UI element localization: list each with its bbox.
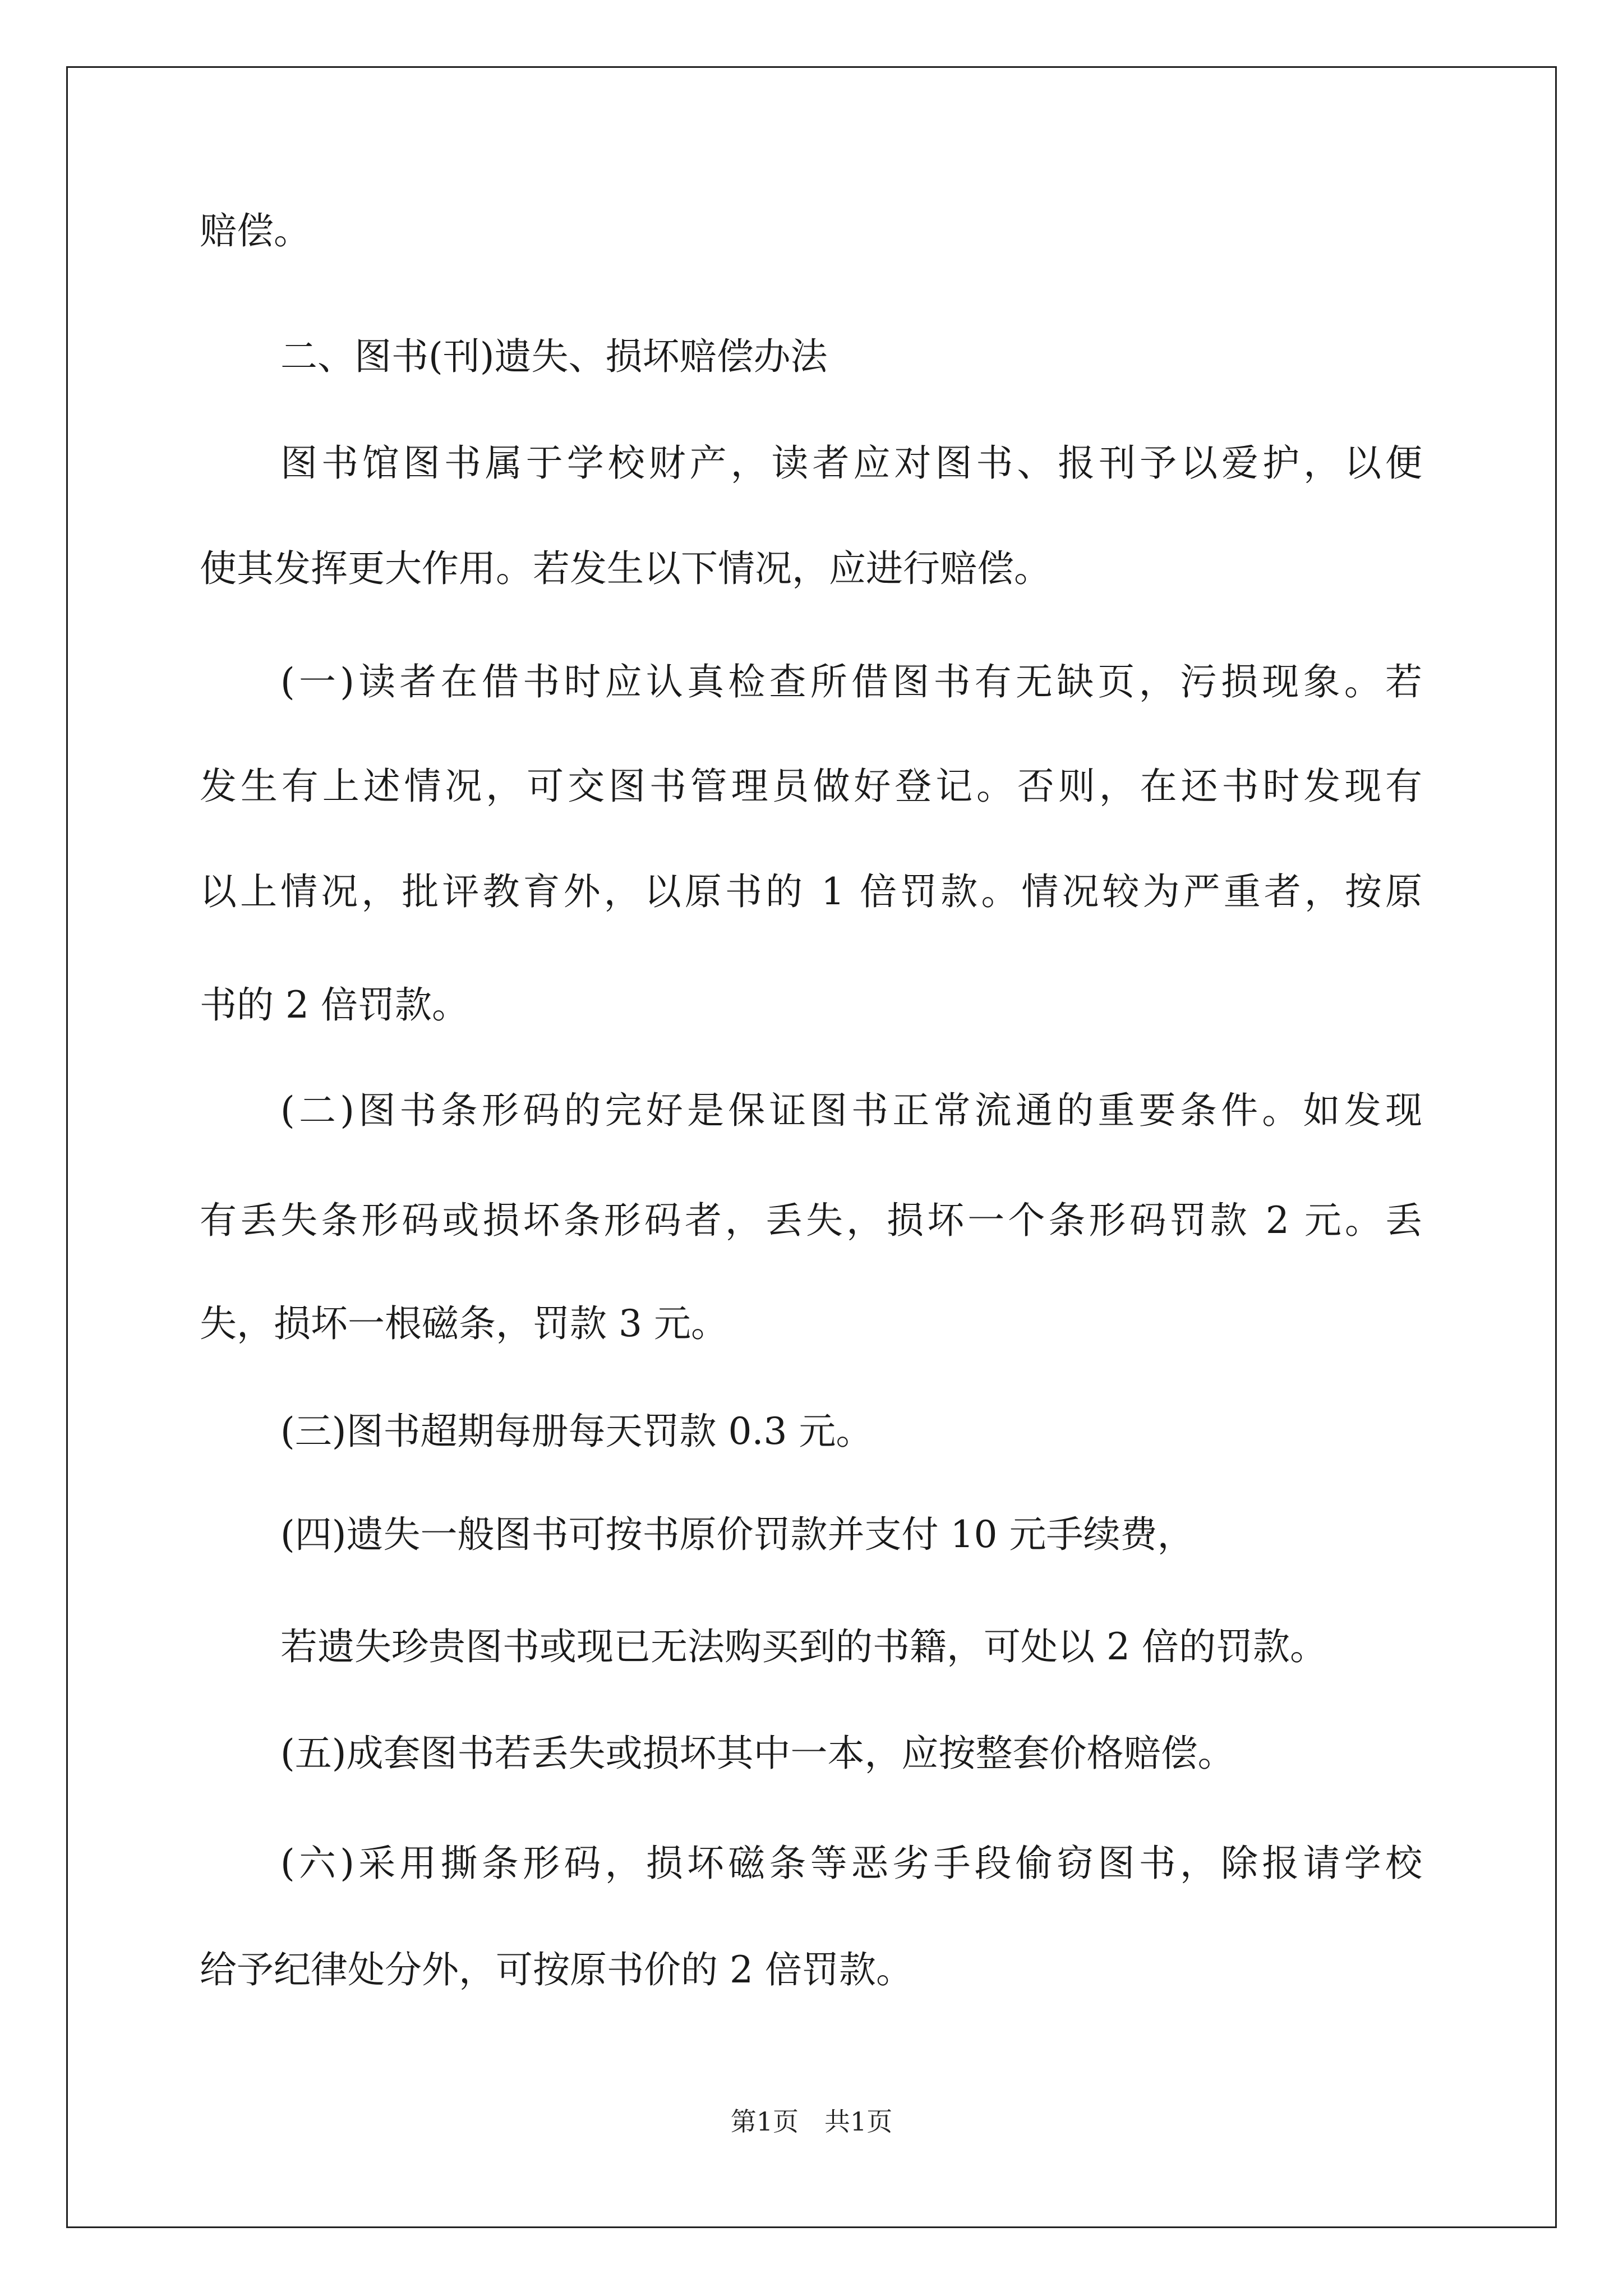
text-line-6: 发生有上述情况，可交图书管理员做好登记。否则，在还书时发现有 <box>200 765 1422 808</box>
text-line-1: 赔偿。 <box>200 209 311 252</box>
text-line-15: (五)成套图书若丢失或损坏其中一本，应按整套价格赔偿。 <box>280 1732 1235 1775</box>
text-line-4: 使其发挥更大作用。若发生以下情况，应进行赔偿。 <box>200 547 1051 590</box>
page-footer: 第1页 共1页 <box>730 2106 893 2137</box>
text-line-14: 若遗失珍贵图书或现已无法购买到的书籍，可处以 2 倍的罚款。 <box>280 1625 1327 1668</box>
text-line-17: 给予纪律处分外，可按原书价的 2 倍罚款。 <box>200 1948 913 1991</box>
text-line-3: 图书馆图书属于学校财产，读者应对图书、报刊予以爱护，以便 <box>280 441 1422 485</box>
text-line-7: 以上情况，批评教育外，以原书的 1 倍罚款。情况较为严重者，按原 <box>200 870 1422 913</box>
text-line-11: 失，损坏一根磁条，罚款 3 元。 <box>200 1302 728 1345</box>
text-line-12: (三)图书超期每册每天罚款 0.3 元。 <box>280 1410 873 1453</box>
text-line-5: (一)读者在借书时应认真检查所借图书有无缺页，污损现象。若 <box>280 660 1422 703</box>
page-border <box>66 66 1557 2228</box>
section-heading: 二、图书(刊)遗失、损坏赔偿办法 <box>280 335 828 378</box>
text-line-9: (二)图书条形码的完好是保证图书正常流通的重要条件。如发现 <box>280 1089 1422 1132</box>
text-line-10: 有丢失条形码或损坏条形码者，丢失，损坏一个条形码罚款 2 元。丢 <box>200 1199 1422 1242</box>
text-line-8: 书的 2 倍罚款。 <box>200 983 469 1027</box>
text-line-16: (六)采用撕条形码，损坏磁条等恶劣手段偷窃图书，除报请学校 <box>280 1842 1422 1885</box>
text-line-13: (四)遗失一般图书可按书原价罚款并支付 10 元手续费， <box>280 1513 1195 1556</box>
